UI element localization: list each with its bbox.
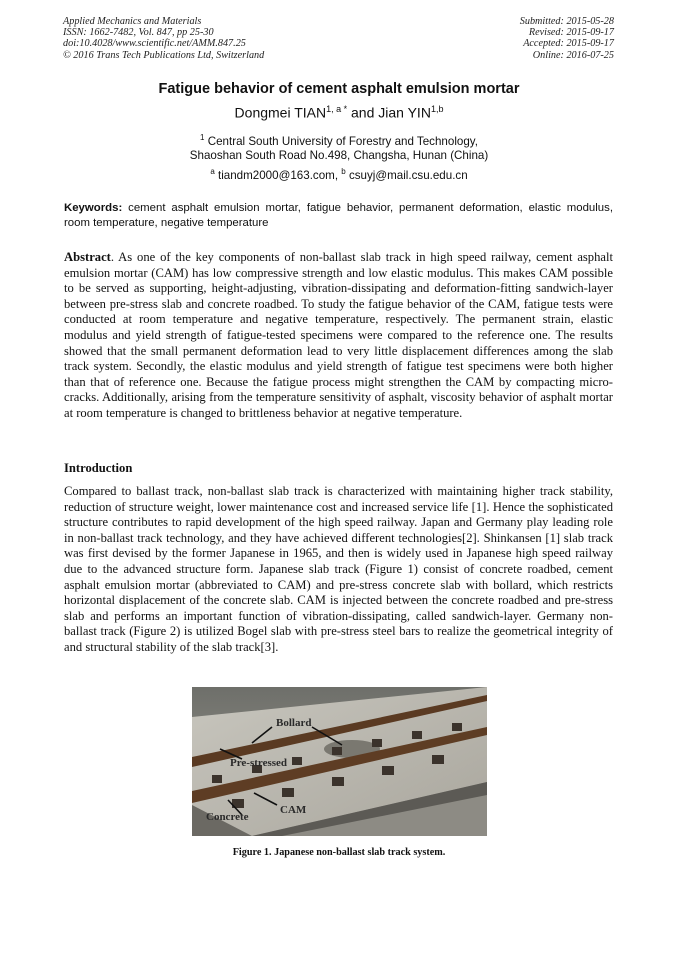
paper-title: Fatigue behavior of cement asphalt emulsion mortar	[158, 81, 520, 97]
introduction-text: Compared to ballast track, non-ballast slab track is characterized with maintaining higher track stability, reduction of structure weight, lower maintenance cost and increased service life [1]. Hence the sophisticated structure contributes to rapid development of the high speed railway. Japan and Germany play leading role in non-ballast track technology, and they have achieved different technologies[2]. Shinkansen [1] slab track was first devised by the former Japanese in 1965, and then is widely used in Japanese high speed railway due to the advanced structure form. Japanese slab track (Figure 1) consist of concrete roadbed, cement asphalt emulsion mortar (abbreviated to CAM) and pre-stress concrete slab with bollard, which restricts horizontal displacement of the concrete slab. CAM is injected between the concrete roadbed and pre-stress slab and performs an important function of vibration-dissipating, called sandwich-layer. Germany non-ballast track (Figure 2) is utilized Bogel slab with pre-stress steel bars to realize the geometrical integrity of and structural stability of the slab track[3].	[64, 484, 613, 654]
label-bollard: Bollard	[276, 717, 312, 729]
affiliation-line-1: Central South University of Forestry and Technology,	[204, 134, 478, 148]
author-1-sup: 1, a *	[326, 104, 348, 114]
figure-caption: Figure 1. Japanese non-ballast slab track system.	[232, 847, 446, 858]
email-a-sup: a	[210, 167, 215, 176]
email-line	[0, 167, 678, 182]
author-2-sup: 1,b	[430, 104, 444, 114]
copyright-line: © 2016 Trans Tech Publications Ltd, Switzerland	[63, 49, 265, 61]
online-date: Online: 2016-07-25	[532, 49, 614, 61]
abstract-text: . As one of the key components of non-ballast slab track in high speed railway, cement asphalt emulsion mortar (CAM) has low compressive strength and low elastic modulus. This makes CAM possible to be served as supporting, height-adjusting, vibration-dissipating and deformation-fitting sandwich-layer between pre-stress slab and concrete roadbed. To study the fatigue behavior of the CAM, fatigue tests were conducted at room temperature and negative temperature, respectively. The permanent strain, elastic modulus and yield strength of fatigue-tested specimens were compared to the reference one. The results showed that the small permanent deformation lead to very little displacement differences among the slab track system. Secondly, the elastic modulus and yield strength of fatigue test specimens were both higher than that of reference one. Because the fatigue process might strengthen the CAM by compacting micro-cracks. Additionally, arising from the temperature sensitivity of asphalt, viscosity behavior of asphalt mortar at room temperature is changed to brittleness behavior at negative temperature.	[64, 250, 613, 420]
revised-date: Revised: 2015-09-17	[528, 27, 614, 39]
doi-line: doi:10.4028/www.scientific.net/AMM.847.25	[63, 38, 246, 50]
label-concrete: Concrete	[206, 811, 249, 823]
submitted-date: Submitted: 2015-05-28	[519, 16, 614, 27]
affiliation-line-2: Shaoshan South Road No.498, Changsha, Hunan (China)	[189, 149, 489, 163]
figure-1-photo	[192, 687, 487, 836]
issn-line: ISSN: 1662-7482, Vol. 847, pp 25-30	[63, 27, 214, 39]
label-prestressed: Pre-stressed	[230, 757, 288, 769]
accepted-date: Accepted: 2015-09-17	[523, 38, 614, 50]
journal-header-left	[63, 16, 264, 61]
author-line	[0, 104, 678, 121]
author-1: Dongmei TIAN	[234, 104, 327, 121]
email-b-sup: b	[341, 167, 346, 176]
email-b[interactable]: csuyj@mail.csu.edu.cn	[345, 168, 468, 182]
journal-header-right	[520, 16, 614, 61]
abstract-label: Abstract	[64, 250, 111, 264]
affiliation-sup: 1	[200, 133, 205, 142]
keywords	[64, 201, 613, 231]
affiliation	[0, 131, 678, 164]
introduction-heading: Introduction	[64, 461, 133, 475]
journal-name: Applied Mechanics and Materials	[63, 16, 202, 27]
label-cam: CAM	[280, 804, 307, 816]
author-2: Jian YIN	[378, 104, 431, 121]
author-and: and	[347, 104, 379, 121]
keywords-label: Keywords:	[64, 202, 123, 214]
abstract	[64, 250, 613, 422]
email-a[interactable]: tiandm2000@163.com,	[214, 168, 342, 182]
keywords-text: cement asphalt emulsion mortar, fatigue behavior, permanent deformation, elastic modulus, room temperature, negative temperature	[64, 202, 613, 229]
